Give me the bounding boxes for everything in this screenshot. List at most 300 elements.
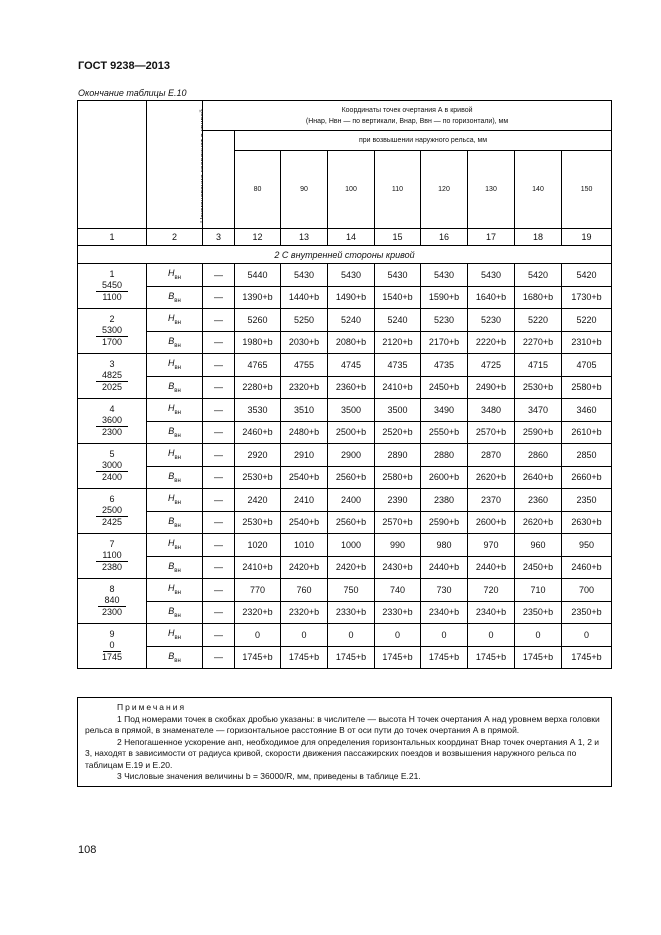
coord-name-h	[147, 264, 203, 287]
header-elevation-5: 130	[468, 151, 515, 229]
table-cell: 2170+b	[421, 331, 468, 354]
column-index-3: 12	[235, 229, 281, 246]
point-cell	[78, 264, 147, 309]
table-cell: 3500	[328, 399, 375, 422]
table-cell: 1540+b	[375, 286, 421, 309]
column-index-8: 17	[468, 229, 515, 246]
note-1: 1 Под номерами точек в скобках дробью указаны: в числителе — высота H точек очертания А над уровнем верха головки рельса в прямой, в знаменателе — горизонтальное расстояние B от оси пути до точек очертания А в прямой.	[85, 713, 600, 735]
table-cell: 2430+b	[375, 556, 421, 579]
table-cell: 2270+b	[515, 331, 562, 354]
table-cell: 2600+b	[468, 511, 515, 534]
table-row	[78, 264, 612, 287]
coord-name-h	[147, 444, 203, 467]
table-cell: 1590+b	[421, 286, 468, 309]
table-cell: 720	[468, 579, 515, 602]
table-cell: 2480+b	[281, 421, 328, 444]
table-cell: 2340+b	[468, 601, 515, 624]
table-cell: 4735	[375, 354, 421, 377]
point-number: 8	[109, 584, 115, 594]
page-number: 108	[78, 844, 97, 856]
table-cell: 2580+b	[375, 466, 421, 489]
table-row	[78, 444, 612, 467]
point-number: 4	[109, 404, 115, 414]
table-cell: 3500	[375, 399, 421, 422]
table-cell: 2080+b	[328, 331, 375, 354]
table-cell: 4725	[468, 354, 515, 377]
acceleration-value: —	[203, 646, 235, 669]
coord-subscript-b: вн	[174, 657, 181, 664]
table-cell: 5430	[468, 264, 515, 287]
table-cell: 2440+b	[468, 556, 515, 579]
coord-name-h	[147, 534, 203, 557]
table-cell: 1680+b	[515, 286, 562, 309]
table-cell: 4715	[515, 354, 562, 377]
column-index-7: 16	[421, 229, 468, 246]
header-coord-name-text: Наименование координат кривой	[199, 109, 203, 223]
point-fraction-bottom: 2300	[101, 427, 123, 437]
table-cell: 1980+b	[235, 331, 281, 354]
table-cell: 2870	[468, 444, 515, 467]
acceleration-value: —	[203, 624, 235, 647]
point-fraction-top: 3000	[96, 460, 128, 472]
acceleration-value: —	[203, 331, 235, 354]
table-cell: 1745+b	[468, 646, 515, 669]
table-row	[78, 601, 612, 624]
table-cell: 3460	[562, 399, 612, 422]
acceleration-value: —	[203, 399, 235, 422]
point-fraction-top: 5300	[96, 325, 128, 337]
section-row	[78, 246, 612, 264]
table-cell: 2540+b	[281, 466, 328, 489]
table-cell: 2600+b	[421, 466, 468, 489]
point-fraction-top-wrap	[78, 460, 146, 472]
table-cell: 2850	[562, 444, 612, 467]
header-elevation-2: 100	[328, 151, 375, 229]
table-cell: 2620+b	[468, 466, 515, 489]
table-row	[78, 421, 612, 444]
coord-name-b	[147, 376, 203, 399]
coord-letter-b: B	[168, 515, 175, 526]
table-cell: 2550+b	[421, 421, 468, 444]
column-index-0: 1	[78, 229, 147, 246]
point-cell	[78, 624, 147, 669]
acceleration-value: —	[203, 466, 235, 489]
table-cell: 2880	[421, 444, 468, 467]
table-cell: 2410+b	[235, 556, 281, 579]
table-row	[78, 354, 612, 377]
point-number: 5	[109, 449, 115, 459]
point-cell	[78, 489, 147, 534]
table-cell: 4765	[235, 354, 281, 377]
table-cell: 2890	[375, 444, 421, 467]
coord-subscript-b: вн	[174, 612, 181, 619]
table-cell: 2280+b	[235, 376, 281, 399]
table-cell: 5220	[562, 309, 612, 332]
point-fraction-bottom: 2380	[101, 562, 123, 572]
coord-letter-b: B	[168, 470, 175, 481]
notes-title: Примечания	[117, 702, 187, 712]
coord-letter-h: H	[167, 493, 175, 504]
coord-name-b	[147, 646, 203, 669]
table-row	[78, 534, 612, 557]
table-cell: 2630+b	[562, 511, 612, 534]
coord-name-b	[147, 466, 203, 489]
table-cell: 2540+b	[281, 511, 328, 534]
table-cell: 5430	[328, 264, 375, 287]
table-cell: 5430	[421, 264, 468, 287]
point-fraction-top-wrap	[78, 550, 146, 562]
point-number: 9	[109, 629, 115, 639]
table-cell: 0	[421, 624, 468, 647]
table-cell: 2370	[468, 489, 515, 512]
table-cell: 2420	[235, 489, 281, 512]
coord-letter-h: H	[167, 583, 175, 594]
note-3: 3 Числовые значения величины b = 36000/R, мм, приведены в таблице Е.21.	[117, 771, 421, 781]
table-cell: 2570+b	[375, 511, 421, 534]
point-fraction-bottom: 2400	[101, 472, 123, 482]
coord-letter-b: B	[168, 335, 175, 346]
coord-name-b	[147, 331, 203, 354]
table-cell: 2420+b	[281, 556, 328, 579]
table-cell: 0	[328, 624, 375, 647]
table-cell: 3470	[515, 399, 562, 422]
coord-letter-h: H	[167, 268, 175, 279]
table-cell: 950	[562, 534, 612, 557]
acceleration-value: —	[203, 534, 235, 557]
table-cell: 970	[468, 534, 515, 557]
coord-letter-h: H	[167, 313, 175, 324]
table-cell: 2220+b	[468, 331, 515, 354]
table-cell: 2900	[328, 444, 375, 467]
point-cell	[78, 579, 147, 624]
point-fraction-top: 1100	[96, 550, 127, 562]
table-cell: 2610+b	[562, 421, 612, 444]
table-cell: 3480	[468, 399, 515, 422]
coord-name-h	[147, 624, 203, 647]
table-cell: 1745+b	[375, 646, 421, 669]
table-cell: 1745+b	[421, 646, 468, 669]
header-point-number	[78, 101, 147, 229]
point-cell	[78, 534, 147, 579]
acceleration-value: —	[203, 354, 235, 377]
point-fraction-bottom: 2425	[101, 517, 123, 527]
column-index-10: 19	[562, 229, 612, 246]
table-cell: 1745+b	[515, 646, 562, 669]
section-title: 2 С внутренней стороны кривой	[78, 246, 612, 264]
point-number: 1	[109, 269, 115, 279]
point-cell	[78, 309, 147, 354]
table-cell: 5420	[515, 264, 562, 287]
table-cell: 2560+b	[328, 511, 375, 534]
table-row	[78, 646, 612, 669]
table-cell: 2320+b	[235, 601, 281, 624]
table-cell: 2030+b	[281, 331, 328, 354]
point-number: 6	[109, 494, 115, 504]
table-cell: 2860	[515, 444, 562, 467]
acceleration-value: —	[203, 421, 235, 444]
table-cell: 2620+b	[515, 511, 562, 534]
note-2: 2 Непогашенное ускорение aнп, необходимое для определения горизонтальных координат Bнар точек очертания А 1, 2 и 3, находят в зависимости от радиуса кривой, скорости движения пассажирских поездов и возвышения наружного рельса по таблицам Е.19 и Е.20.	[85, 736, 600, 770]
table-cell: 2350+b	[562, 601, 612, 624]
point-fraction-bottom: 2300	[101, 607, 123, 617]
table-cell: 2330+b	[375, 601, 421, 624]
coord-name-b	[147, 601, 203, 624]
table-cell: 960	[515, 534, 562, 557]
point-fraction-top-wrap	[78, 325, 146, 337]
header-acceleration	[203, 131, 235, 229]
coord-letter-b: B	[168, 650, 175, 661]
header-elevation-7: 150	[562, 151, 612, 229]
table-cell: 2660+b	[562, 466, 612, 489]
table-cell: 2460+b	[235, 421, 281, 444]
table-cell: 2590+b	[421, 511, 468, 534]
point-fraction-bottom: 2025	[101, 382, 123, 392]
table-cell: 2310+b	[562, 331, 612, 354]
header-elevation: при возвышении наружного рельса, мм	[235, 131, 612, 151]
table-cell: 2640+b	[515, 466, 562, 489]
table-cell: 700	[562, 579, 612, 602]
coord-name-h	[147, 309, 203, 332]
table-row	[78, 511, 612, 534]
point-cell	[78, 444, 147, 489]
column-index-row	[78, 229, 612, 246]
coord-subscript-h: вн	[174, 545, 181, 552]
table-cell: 3530	[235, 399, 281, 422]
point-number: 2	[109, 314, 115, 324]
table-cell: 5430	[281, 264, 328, 287]
table-cell: 2330+b	[328, 601, 375, 624]
point-fraction-bottom: 1700	[101, 337, 123, 347]
table-cell: 2920	[235, 444, 281, 467]
table-cell: 2530+b	[235, 511, 281, 534]
coord-name-b	[147, 556, 203, 579]
column-index-4: 13	[281, 229, 328, 246]
acceleration-value: —	[203, 376, 235, 399]
table-cell: 2400	[328, 489, 375, 512]
table-cell: 2320+b	[281, 601, 328, 624]
coord-letter-b: B	[168, 425, 175, 436]
table-cell: 1020	[235, 534, 281, 557]
table-cell: 3490	[421, 399, 468, 422]
point-fraction-top: 3600	[96, 415, 128, 427]
coord-subscript-b: вн	[174, 387, 181, 394]
table-cell: 5240	[375, 309, 421, 332]
coord-subscript-h: вн	[174, 500, 181, 507]
table-cell: 740	[375, 579, 421, 602]
table-cell: 730	[421, 579, 468, 602]
table-row	[78, 466, 612, 489]
point-number: 3	[109, 359, 115, 369]
coord-subscript-b: вн	[174, 522, 181, 529]
coord-subscript-h: вн	[174, 455, 181, 462]
table-cell: 2340+b	[421, 601, 468, 624]
table-cell: 1730+b	[562, 286, 612, 309]
header-elevation-0: 80	[235, 151, 281, 229]
table-cell: 3510	[281, 399, 328, 422]
coord-subscript-h: вн	[174, 410, 181, 417]
table-row	[78, 331, 612, 354]
point-number: 7	[109, 539, 115, 549]
table-cell: 1390+b	[235, 286, 281, 309]
table-cell: 0	[562, 624, 612, 647]
coord-letter-b: B	[168, 380, 175, 391]
table-cell: 1745+b	[328, 646, 375, 669]
table-cell: 990	[375, 534, 421, 557]
table-cell: 5240	[328, 309, 375, 332]
coord-subscript-h: вн	[174, 275, 181, 282]
header-coord-name	[147, 101, 203, 229]
header-elevation-3: 110	[375, 151, 421, 229]
table-cell: 1640+b	[468, 286, 515, 309]
coord-subscript-h: вн	[174, 635, 181, 642]
coord-name-b	[147, 511, 203, 534]
coord-name-h	[147, 489, 203, 512]
point-fraction-bottom: 1745	[101, 652, 123, 662]
table-cell: 5260	[235, 309, 281, 332]
table-cell: 5230	[421, 309, 468, 332]
acceleration-value: —	[203, 489, 235, 512]
header-coordinates	[203, 101, 612, 131]
table-cell: 4735	[421, 354, 468, 377]
table-cell: 2570+b	[468, 421, 515, 444]
table-cell: 0	[281, 624, 328, 647]
table-cell: 1745+b	[562, 646, 612, 669]
coord-subscript-b: вн	[174, 342, 181, 349]
acceleration-value: —	[203, 286, 235, 309]
coord-name-h	[147, 354, 203, 377]
point-fraction-top-wrap	[78, 370, 146, 382]
table-cell: 0	[468, 624, 515, 647]
coord-letter-h: H	[167, 448, 175, 459]
table-cell: 2590+b	[515, 421, 562, 444]
point-fraction-top-wrap	[78, 505, 146, 517]
point-fraction-top: 5450	[96, 280, 128, 292]
table-cell: 2450+b	[421, 376, 468, 399]
table-row	[78, 376, 612, 399]
coord-letter-h: H	[167, 538, 175, 549]
header-row-1	[78, 101, 612, 131]
coordinates-table	[77, 100, 612, 669]
table-cell: 5250	[281, 309, 328, 332]
table-cell: 4755	[281, 354, 328, 377]
notes-block	[77, 697, 612, 787]
table-cell: 2530+b	[515, 376, 562, 399]
acceleration-value: —	[203, 601, 235, 624]
table-cell: 1745+b	[281, 646, 328, 669]
document-standard-title: ГОСТ 9238—2013	[78, 60, 171, 72]
coord-letter-b: B	[168, 605, 175, 616]
point-fraction-top: 2500	[96, 505, 128, 517]
table-cell: 2350+b	[515, 601, 562, 624]
column-index-5: 14	[328, 229, 375, 246]
table-cell: 0	[515, 624, 562, 647]
table-cell: 2490+b	[468, 376, 515, 399]
table-cell: 1000	[328, 534, 375, 557]
table-cell: 760	[281, 579, 328, 602]
table-row	[78, 399, 612, 422]
point-fraction-top: 840	[98, 595, 125, 607]
table-cell: 2350	[562, 489, 612, 512]
table-cell: 2530+b	[235, 466, 281, 489]
coord-subscript-h: вн	[174, 320, 181, 327]
coord-letter-b: B	[168, 560, 175, 571]
coord-name-h	[147, 579, 203, 602]
table-cell: 750	[328, 579, 375, 602]
table-cell: 2520+b	[375, 421, 421, 444]
coord-letter-h: H	[167, 358, 175, 369]
table-row	[78, 489, 612, 512]
coord-subscript-b: вн	[174, 432, 181, 439]
table-row	[78, 624, 612, 647]
header-elevation-6: 140	[515, 151, 562, 229]
table-cell: 1745+b	[235, 646, 281, 669]
table-cell: 5420	[562, 264, 612, 287]
table-cell: 5220	[515, 309, 562, 332]
coord-subscript-b: вн	[174, 477, 181, 484]
table-row	[78, 579, 612, 602]
table-cell: 2120+b	[375, 331, 421, 354]
table-caption: Окончание таблицы Е.10	[78, 88, 187, 98]
table-cell: 2420+b	[328, 556, 375, 579]
table-cell: 2440+b	[421, 556, 468, 579]
table-cell: 2560+b	[328, 466, 375, 489]
coord-letter-h: H	[167, 628, 175, 639]
point-fraction-top-wrap	[78, 415, 146, 427]
table-cell: 5230	[468, 309, 515, 332]
table-cell: 1490+b	[328, 286, 375, 309]
point-fraction-bottom: 1100	[102, 292, 122, 302]
table-cell: 2910	[281, 444, 328, 467]
coord-subscript-h: вн	[174, 365, 181, 372]
coord-subscript-b: вн	[174, 567, 181, 574]
point-cell	[78, 399, 147, 444]
table-cell: 2460+b	[562, 556, 612, 579]
column-index-2: 3	[203, 229, 235, 246]
table-cell: 2500+b	[328, 421, 375, 444]
table-row	[78, 286, 612, 309]
header-coordinates-line2: (Hнар, Hвн — по вертикали, Bнар, Bвн — по горизонтали), мм	[305, 117, 509, 125]
coord-name-b	[147, 421, 203, 444]
table-row	[78, 556, 612, 579]
coord-letter-b: B	[168, 290, 175, 301]
table-cell: 2410	[281, 489, 328, 512]
coord-letter-h: H	[167, 403, 175, 414]
table-cell: 710	[515, 579, 562, 602]
header-elevation-1: 90	[281, 151, 328, 229]
table-cell: 1010	[281, 534, 328, 557]
table-cell: 2450+b	[515, 556, 562, 579]
point-fraction-top-wrap	[78, 640, 146, 652]
coord-subscript-b: вн	[174, 297, 181, 304]
column-index-1: 2	[147, 229, 203, 246]
table-cell: 2390	[375, 489, 421, 512]
header-coordinates-line1: Координаты точек очертания А в кривой	[341, 106, 473, 114]
point-fraction-top: 4825	[96, 370, 128, 382]
coord-name-b	[147, 286, 203, 309]
acceleration-value: —	[203, 264, 235, 287]
table-row	[78, 309, 612, 332]
acceleration-value: —	[203, 444, 235, 467]
table-cell: 2320+b	[281, 376, 328, 399]
table-cell: 5430	[375, 264, 421, 287]
header-elevation-4: 120	[421, 151, 468, 229]
table-cell: 980	[421, 534, 468, 557]
table-cell: 0	[375, 624, 421, 647]
point-fraction-top: 0	[103, 640, 120, 652]
point-cell	[78, 354, 147, 399]
table-cell: 1440+b	[281, 286, 328, 309]
table-cell: 5440	[235, 264, 281, 287]
